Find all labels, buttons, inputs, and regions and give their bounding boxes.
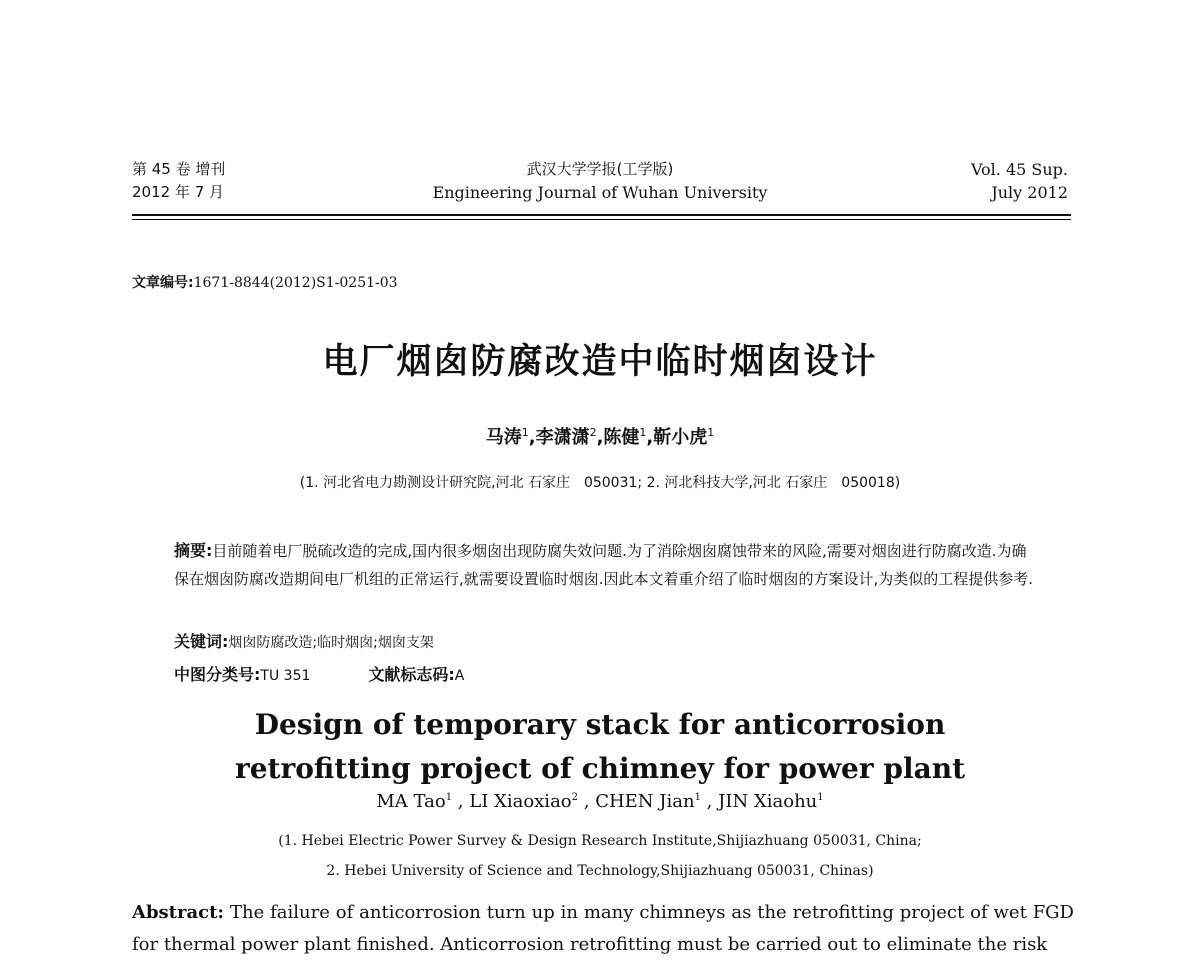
author-aff: 1 <box>639 426 647 439</box>
affiliations-en <box>0 826 1200 886</box>
volume-en: Vol. 45 Sup. <box>970 160 1068 179</box>
affiliations-cn: (1. 河北省电力勘测设计研究院,河北 石家庄 050031; 2. 河北科技大学,河北 石家庄 050018) <box>299 475 901 491</box>
title-cn: 电厂烟囱防腐改造中临时烟囱设计 <box>322 342 878 382</box>
author-aff: 2 <box>571 792 579 803</box>
journal-title-en: Engineering Journal of Wuhan University <box>432 183 768 202</box>
authors-cn: 马涛$^1$,李潇潇$^2$,陈健$^1$,靳小虎$^1$ <box>485 426 715 448</box>
journal-issue-en <box>971 158 1068 204</box>
header-rule-thin <box>132 219 1071 220</box>
abstract-cn-label: 摘要: <box>174 541 213 560</box>
article-number <box>132 272 398 292</box>
author-cn: 马涛 <box>485 427 522 448</box>
abstract-cn <box>174 537 1034 593</box>
author-aff: 1 <box>817 792 824 803</box>
article-number-value: 1671-8844(2012)S1-0251-03 <box>193 275 398 291</box>
author-aff: 1 <box>445 792 453 803</box>
volume-cn: 第 45 卷 增刊 <box>132 160 226 178</box>
author-cn: 陈健 <box>603 427 640 448</box>
author-en: MA Tao <box>376 791 446 812</box>
author-aff: 1 <box>521 426 529 439</box>
abstract-cn-text: 目前随着电厂脱硫改造的完成,国内很多烟囱出现防腐失效问题.为了消除烟囱腐蚀带来的风险,需要对烟囱进行防腐改造.为确保在烟囱防腐改造期间电厂机组的正常运行,就需要设置临时烟囱.因此本文着重介绍了临时烟囱的方案设计,为类似的工程提供参考. <box>174 542 1034 588</box>
date-cn: 2012 年 7 月 <box>132 183 225 201</box>
author-en: CHEN Jian <box>595 791 695 812</box>
author-aff: 1 <box>707 426 715 439</box>
author-cn: 靳小虎 <box>653 427 708 448</box>
keywords-cn-text: 烟囱防腐改造;临时烟囱;烟囱支架 <box>228 635 434 651</box>
title-en-line2: retrofitting project of chimney for power plant <box>234 752 966 785</box>
keywords-cn-label: 关键词: <box>174 632 229 651</box>
affiliation-en-line1: (1. Hebei Electric Power Survey & Design Research Institute,Shijiazhuang 050031, China; <box>278 833 922 849</box>
author-en: LI Xiaoxiao <box>469 791 572 812</box>
author-aff: 1 <box>694 792 701 803</box>
doc-code-value: A <box>454 668 465 684</box>
title-en-line1: Design of temporary stack for anticorrosion <box>254 708 946 741</box>
doc-code-label: 文献标志码: <box>368 665 455 684</box>
keywords-cn <box>174 629 434 652</box>
abstract-en <box>132 897 1074 961</box>
affiliation-en-line2: 2. Hebei University of Science and Technology,Shijiazhuang 050031, Chinas) <box>326 863 874 879</box>
clc-label: 中图分类号: <box>174 665 261 684</box>
journal-title-cn: 武汉大学学报(工学版) <box>526 160 674 178</box>
author-en: JIN Xiaohu <box>718 791 818 812</box>
journal-issue-cn <box>132 158 225 204</box>
authors-en: MA Tao$^1$ , LI Xiaoxiao$^2$ , CHEN Jian$^1$ , JIN Xiaohu$^1$ <box>376 791 824 812</box>
author-aff: 2 <box>589 426 597 439</box>
abstract-en-label: Abstract: <box>132 902 225 923</box>
article-number-label: 文章编号: <box>132 275 194 291</box>
abstract-en-text: The failure of anticorrosion turn up in many chimneys as the retrofitting project of wet FGD for thermal power plant finished. Anticorrosion retrofitting must be carried out to eliminate the risk <box>132 902 1074 955</box>
header-rule-thick <box>132 214 1071 216</box>
clc-value: TU 351 <box>260 668 311 684</box>
author-cn: 李潇潇 <box>535 427 590 448</box>
journal-title <box>400 158 800 204</box>
date-en: July 2012 <box>991 183 1068 202</box>
classification-cn <box>174 662 464 685</box>
title-en <box>0 703 1200 791</box>
